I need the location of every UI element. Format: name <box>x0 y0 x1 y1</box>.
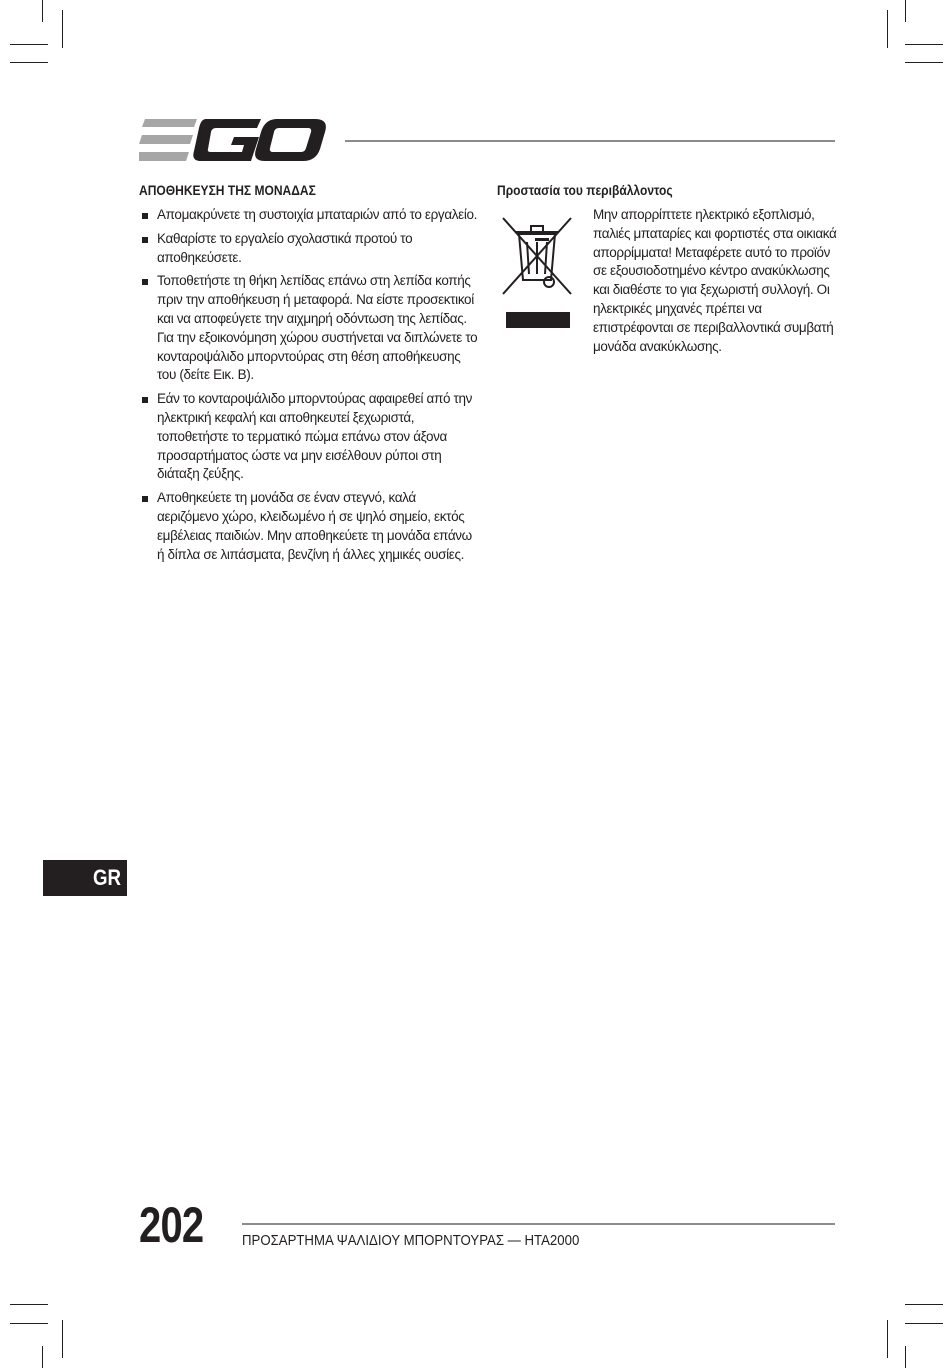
crop-mark <box>10 62 48 63</box>
environment-section <box>497 180 837 354</box>
crop-mark <box>887 1320 888 1358</box>
crop-mark <box>887 10 888 48</box>
storage-section <box>139 180 479 569</box>
crop-mark <box>905 44 943 45</box>
crop-mark <box>42 1346 43 1368</box>
crop-mark <box>10 1304 48 1305</box>
ego-logo <box>139 118 327 162</box>
crop-mark <box>905 1346 906 1368</box>
storage-list <box>139 206 479 564</box>
language-code: GR <box>92 865 121 890</box>
logo-stripes <box>139 119 197 161</box>
weee-symbol <box>497 210 577 330</box>
list-item: Καθαρίστε το εργαλείο σχολαστικά προτού το αποθηκεύσετε. <box>139 230 479 268</box>
crop-mark <box>905 0 906 22</box>
list-item: Απομακρύνετε τη συστοιχία μπαταριών από το εργαλείο. <box>139 206 479 225</box>
crossed-out-wheelie-bin-icon <box>497 210 577 330</box>
header-rule <box>345 140 835 142</box>
list-item: Αποθηκεύετε τη μονάδα σε έναν στεγνό, καλά αεριζόμενο χώρο, κλειδωμένο ή σε ψηλό σημείο, εκτός εμβέλειας παιδιών. Μην αποθηκεύετε τη μονάδα επάνω ή δίπλα σε λιπάσματα, βενζίνη ή άλλες χημικές ουσίες. <box>139 489 479 564</box>
footer-rule <box>242 1223 835 1225</box>
crop-mark <box>42 0 43 22</box>
crop-mark <box>10 1323 48 1324</box>
crop-mark <box>62 1320 63 1358</box>
list-item: Εάν το κονταροψάλιδο μπορντούρας αφαιρεθεί από την ηλεκτρική κεφαλή και αποθηκευτεί ξεχωριστά, τοποθετήστε το τερματικό πώμα επάνω στον άξονα προσαρτήματος ώστε να μην εισέλθουν ρύποι στη διάταξη ζεύξης. <box>139 390 479 484</box>
environment-text: Μην απορρίπτετε ηλεκτρικό εξοπλισμό, παλιές μπαταρίες και φορτιστές στα οικιακά απορρίμματα! Μεταφέρετε αυτό το προϊόν σε εξουσιοδοτημένο κέντρο ανακύκλωσης και διαθέστε το για ξεχωριστή συλλογή. Οι ηλεκτρικές μηχανές πρέπει να επιστρέφονται σε περιβαλλοντικά συμβατή μονάδα ανακύκλωσης. <box>593 207 837 354</box>
crop-mark <box>905 62 943 63</box>
list-item: Τοποθετήστε τη θήκη λεπίδας επάνω στη λεπίδα κοπής πριν την αποθήκευση ή μεταφορά. Να είστε προσεκτικοί και να αποφεύγετε την αιχμηρή οδόντωση της λεπίδας. Για την εξοικονόμηση χώρου συστήνεται να διπλώνετε το κονταροψάλιδο μπορντούρας στη θέση αποθήκευσης του (δείτε Εικ. Β). <box>139 272 479 385</box>
logo-letters <box>193 119 326 161</box>
language-tab <box>43 860 127 896</box>
crop-mark <box>905 1323 943 1324</box>
footer-title: ΠΡΟΣΑΡΤΗΜΑ ΨΑΛΙΔΙΟΥ ΜΠΟΡΝΤΟΥΡΑΣ — HTA2000 <box>242 1232 580 1249</box>
page-number: 202 <box>139 1197 204 1253</box>
environment-title: Προστασία του περιβάλλοντος <box>497 182 673 198</box>
storage-title: ΑΠΟΘΗΚΕΥΣΗ ΤΗΣ ΜΟΝΑΔΑΣ <box>139 182 316 198</box>
crop-mark <box>10 44 48 45</box>
crop-mark <box>62 10 63 48</box>
crop-mark <box>905 1304 943 1305</box>
